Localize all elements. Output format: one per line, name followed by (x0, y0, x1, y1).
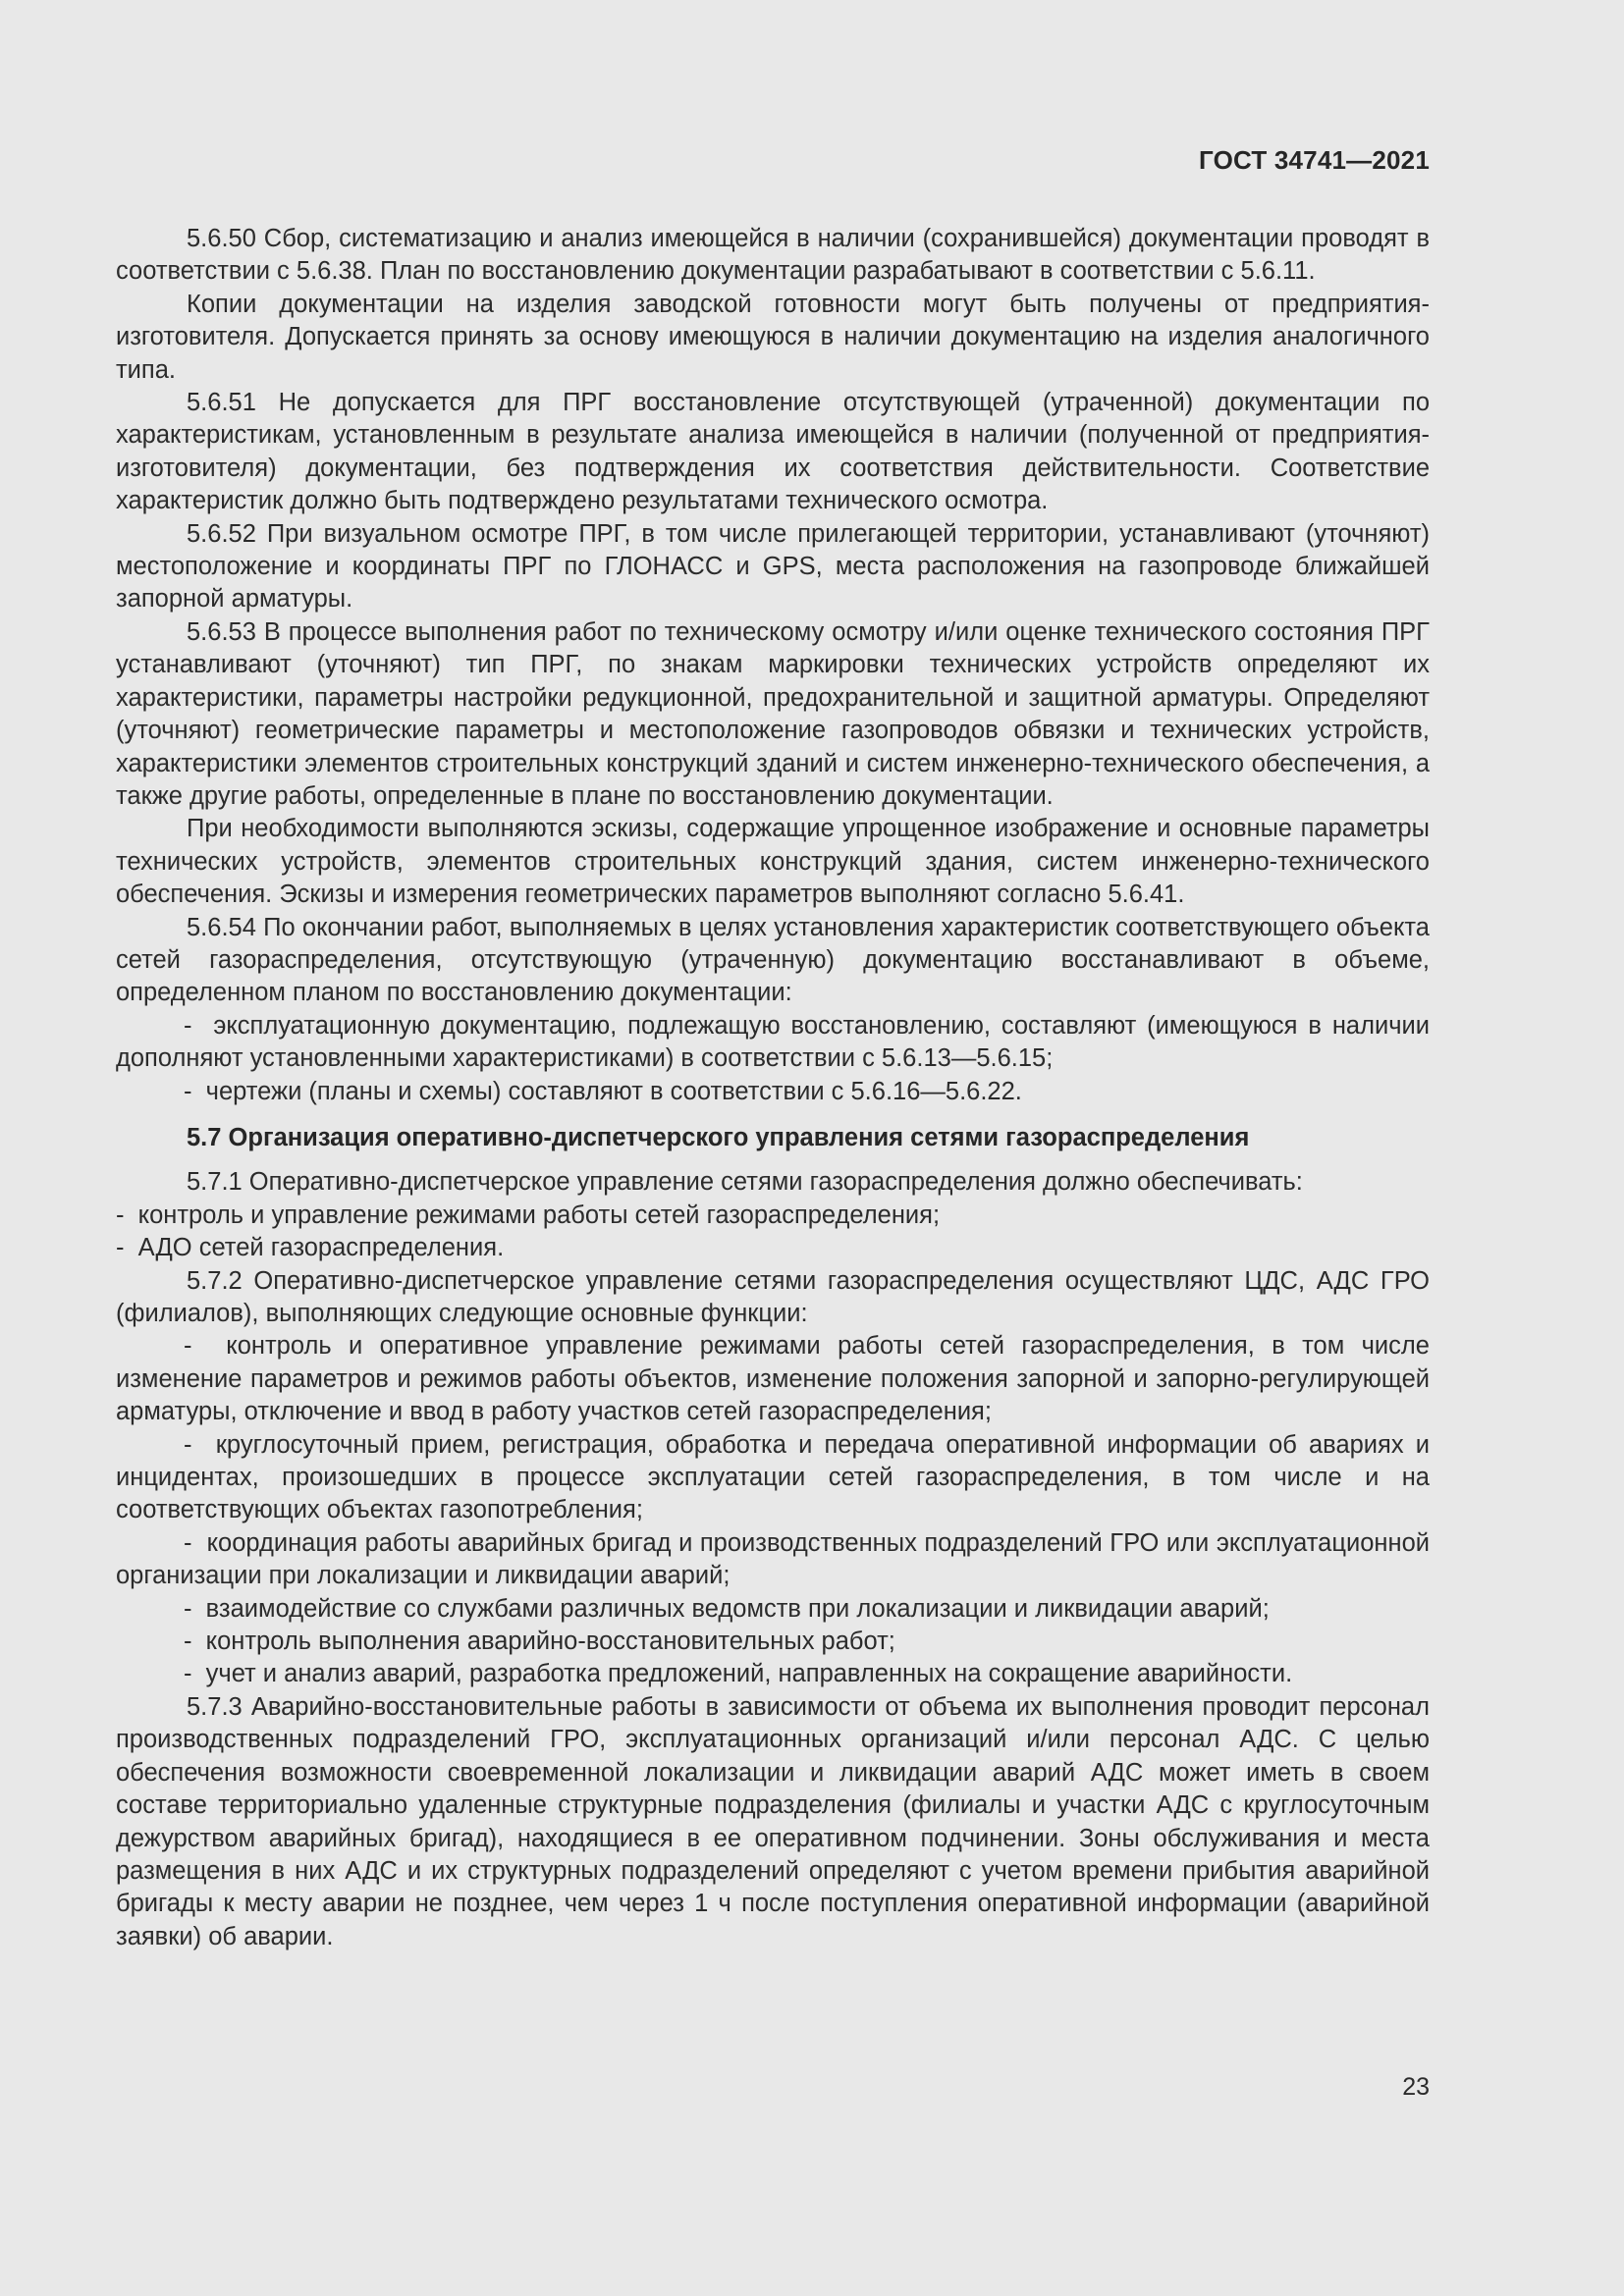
document-id: ГОСТ 34741—2021 (1199, 145, 1430, 175)
list-item: - круглосуточный прием, регистрация, обработка и передача оперативной информации об авариях и инцидентах, произошедших в процессе эксплуатации сетей газораспределения, в том числе и на соответствующих объектах газопотребления; (116, 1429, 1430, 1527)
list-item: - координация работы аварийных бригад и производственных подразделений ГРО или эксплуатационной организации при локализации и ликвидации аварий; (116, 1527, 1430, 1593)
paragraph-5-6-52: 5.6.52 При визуальном осмотре ПРГ, в том числе прилегающей территории, устанавливают (уточняют) местоположение и координаты ПРГ по ГЛОНАСС и GPS, места расположения на газопроводе ближайшей запорной арматуры. (116, 519, 1430, 614)
list-item: - чертежи (планы и схемы) составляют в соответствии с 5.6.16—5.6.22. (116, 1076, 1430, 1108)
paragraph-copies: Копии документации на изделия заводской готовности могут быть получены от предприятия-изготовителя. Допускается принять за основу имеющуюся в наличии документацию на изделия аналогичного типа. (116, 290, 1430, 384)
paragraph-5-7-2: 5.7.2 Оперативно-диспетчерское управление сетями газораспределения осуществляют ЦДС, АДС ГРО (филиалов), выполняющих следующие основные функции: (116, 1266, 1430, 1327)
list-item: - учет и анализ аварий, разработка предложений, направленных на сокращение аварийности. (116, 1658, 1430, 1690)
page-body (116, 223, 1430, 1953)
paragraph-5-7-1: 5.7.1 Оперативно-диспетчерское управление сетями газораспределения должно обеспечивать: (187, 1168, 1303, 1197)
paragraph-5-7-3: 5.7.3 Аварийно-восстановительные работы в зависимости от объема их выполнения проводит персонал производственных подразделений ГРО, эксплуатационных организаций и/или персонал АДС. С целью обеспечения возможности своевременной локализации и ликвидации аварий АДС может иметь в своем составе территориально удаленные структурные подразделения (филиалы и участки АДС с круглосуточным дежурством аварийных бригад), находящиеся в ее оперативном подчинении. Зоны обслуживания и места размещения в них АДС и их структурных подразделений определяют с учетом времени прибытия аварийной бригады к месту аварии не позднее, чем через 1 ч после поступления оперативной информации (аварийной заявки) об аварии. (116, 1692, 1430, 1950)
paragraph-5-6-51: 5.6.51 Не допускается для ПРГ восстановление отсутствующей (утраченной) документации по характеристикам, установленным в результате анализа имеющейся в наличии (полученной от предприятия-изготовителя) документации, без подтверждения их соответствия действительности. Соответствие характеристик должно быть подтверждено результатами технического осмотра. (116, 389, 1430, 515)
list-item: - контроль выполнения аварийно-восстановительных работ; (116, 1626, 1430, 1658)
list-item: - АДО сетей газораспределения. (116, 1232, 1430, 1264)
list-item: - контроль и оперативное управление режимами работы сетей газораспределения, в том числе изменение параметров и режимов работы объектов, изменение положения запорной и запорно-регулирующей арматуры, отключение и ввод в работу участков сетей газораспределения; (116, 1330, 1430, 1428)
page-number: 23 (1402, 2073, 1430, 2101)
list-item: - взаимодействие со службами различных ведомств при локализации и ликвидации аварий; (116, 1593, 1430, 1626)
paragraph-5-6-54: 5.6.54 По окончании работ, выполняемых в целях установления характеристик соответствующего объекта сетей газораспределения, отсутствующую (утраченную) документацию восстанавливают в объеме, определенном планом по восстановлению документации: (116, 913, 1430, 1007)
list-item: - эксплуатационную документацию, подлежащую восстановлению, составляют (имеющуюся в наличии дополняют установленными характеристиками) в соответствии с 5.6.13—5.6.15; (116, 1010, 1430, 1076)
list-item: - контроль и управление режимами работы сетей газораспределения; (116, 1200, 1430, 1232)
paragraph-sketches: При необходимости выполняются эскизы, содержащие упрощенное изображение и основные параметры технических устройств, элементов строительных конструкций здания, систем инженерно-технического обеспечения. Эскизы и измерения геометрических параметров выполняют согласно 5.6.41. (116, 815, 1430, 909)
section-heading-5-7: 5.7 Организация оперативно-диспетчерского управления сетями газораспределения (187, 1123, 1250, 1151)
paragraph-5-6-50: 5.6.50 Сбор, систематизацию и анализ имеющейся в наличии (сохранившейся) документации проводят в соответствии с 5.6.38. План по восстановлению документации разрабатывают в соответствии с 5.6.11. (116, 225, 1430, 286)
paragraph-5-6-53: 5.6.53 В процессе выполнения работ по техническому осмотру и/или оценке технического состояния ПРГ устанавливают (уточняют) тип ПРГ, по знакам маркировки технических устройств определяют их характеристики, параметры настройки редукционной, предохранительной и защитной арматуры. Определяют (уточняют) геометрические параметры и местоположение газопроводов обвязки и технических устройств, характеристики элементов строительных конструкций зданий и систем инженерно-технического обеспечения, а также другие работы, определенные в плане по восстановлению документации. (116, 617, 1430, 810)
